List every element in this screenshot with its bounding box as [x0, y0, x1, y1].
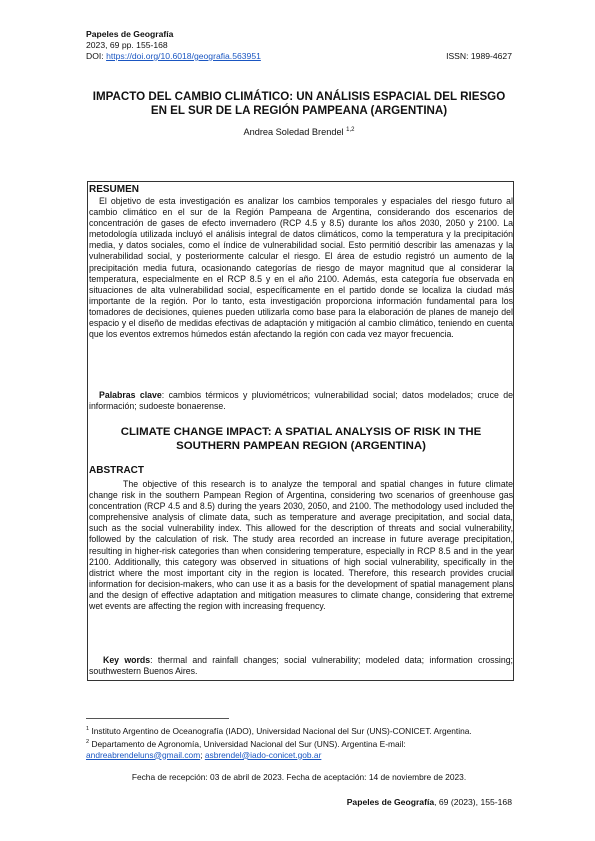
footnote-2-text: Departamento de Agronomía, Universidad Nacional del Sur (UNS). Argentina E-mail: — [89, 738, 406, 749]
doi-row — [86, 51, 512, 62]
keywords-en: : thermal and rainfall changes; social vulnerability; modeled data; information crossing; southwestern Buenos Aires. — [89, 655, 513, 677]
email-link-2[interactable]: asbrendel@iado-conicet.gob.ar — [204, 749, 322, 760]
footnote-1 — [86, 724, 512, 737]
footnote-2-mark: 2 — [86, 738, 90, 745]
footnote-rule — [86, 718, 229, 719]
resumen-heading: RESUMEN — [89, 184, 140, 195]
issue-info: 2023, 69 pp. 155-168 — [86, 40, 168, 50]
abstract-heading: ABSTRACT — [89, 465, 144, 476]
resumen-keywords — [89, 390, 513, 412]
page-footer — [86, 797, 512, 807]
doi-label: DOI: — [86, 51, 107, 61]
author-line — [86, 127, 512, 137]
author-name: Andrea Soledad Brendel — [243, 127, 347, 138]
footnote-1-mark: 1 — [86, 726, 90, 732]
keywords-label-en: Key words — [103, 655, 151, 665]
article-title-en: CLIMATE CHANGE IMPACT: A SPATIAL ANALYSIS OF RISK IN THE SOUTHERN PAMPEAN REGION (ARGENTINA) — [120, 426, 482, 452]
footer-journal: Papeles de Geografía — [346, 797, 435, 807]
resumen-body: El objetivo de esta investigación es analizar los cambios temporales y espaciales del riesgo futuro al cambio climático en el sur de la Región Pampeana de Argentina, considerando dos escenarios de concentración de gases de efecto invernadero (RCP 4.5 y 8.5) durante los años 2030, 2050 y 2100. La metodología utilizada incluyó el análisis integral de datos climáticos, como la temperatura y la precipitación media, y datos sociales, como el índice de vulnerabilidad social. Esto permitió describir las amenazas y la vulnerabilidad social, y posteriormente calcular el riesgo. El área de estudio registró un aumento de la precipitación media futura, ocasionando categorías de riesgo de mayor magnitud que al considerar la temperatura, especialmente en el RCP 8.5 y en el año 2100. Además, esta categoría fue observada en situaciones de alta vulnerabilidad social, específicamente en el partido donde se localiza la ciudad más importante de la región. Por lo tanto, esta investigación proporciona información fundamental para los tomadores de decisiones, quienes pueden utilizarla como base para la elaboración de planes de manejo del espacio y el diseño de medidas efectivas de adaptación y mitigación al cambio climático, teniendo en cuenta que los eventos extremos húmedos están afectando la región con cada vez mayor frecuencia. — [89, 196, 513, 340]
author-affiliations: 1,2 — [346, 127, 355, 133]
issn: ISSN: 1989-4627 — [446, 51, 512, 61]
footer-citation: , 69 (2023), 155-168 — [434, 797, 512, 807]
email-separator: ; — [200, 749, 205, 760]
keywords-es: : cambios térmicos y pluviométricos; vulnerabilidad social; datos modelados; cruce de información; sudoeste bonaerense. — [89, 390, 513, 412]
footnote-2 — [86, 737, 512, 761]
footnote-1-text: Instituto Argentino de Oceanografía (IADO), Universidad Nacional del Sur (UNS)-CONICET. Argentina. — [89, 725, 472, 736]
doi — [86, 51, 261, 62]
abstract-keywords — [89, 655, 513, 677]
journal-name: Papeles de Geografía — [86, 29, 174, 39]
doi-link[interactable]: https://doi.org/10.6018/geografia.563951 — [106, 51, 261, 61]
article-title-es: IMPACTO DEL CAMBIO CLIMÁTICO: UN ANÁLISIS ESPACIAL DEL RIESGO EN EL SUR DE LA REGIÓN PAMPEANA (ARGENTINA) — [92, 90, 506, 117]
received-accepted-dates: Fecha de recepción: 03 de abril de 2023. Fecha de aceptación: 14 de noviembre de 2023. — [131, 772, 467, 782]
footnotes — [86, 724, 512, 761]
email-link-1[interactable]: andreabrendeluns@gmail.com — [86, 749, 201, 760]
abstract-body: The objective of this research is to analyze the temporal and spatial changes in future climate change risk in the southern Pampean Region of Argentina, considering two scenarios of greenhouse gas concentration (RCP 4.5 and 8.5) during the years 2030, 2050, and 2100. The methodology used included the comprehensive analysis of climate data, such as temperature and average precipitation, and social data, such as the social vulnerability index. This allowed for the description of threats and social vulnerability, followed by the calculation of risk. The study area recorded an increase in future average precipitation, resulting in higher-risk categories than when considering temperature, especially in RCP 8.5 and in the year 2100. Additionally, this category was observed in situations of high social vulnerability, specifically in the district where the most important city in the region is located. Therefore, this research provides crucial information for decision-makers, who can use it as a basis for the development of spatial management plans and the design of effective adaptation and mitigation measures to climate change, considering that extreme wet events are affecting the region with increasing frequency. — [89, 479, 513, 612]
journal-header — [86, 29, 512, 62]
keywords-label-es: Palabras clave — [99, 390, 162, 400]
